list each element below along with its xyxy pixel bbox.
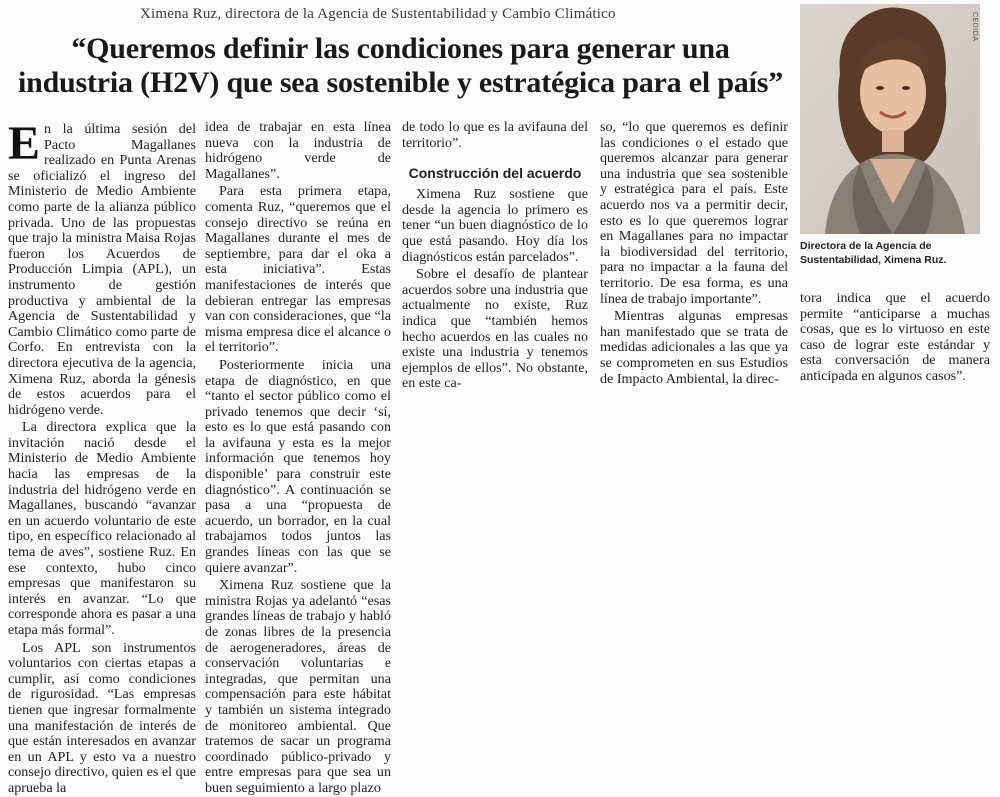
article-paragraph: idea de trabajar en esta línea nueva con la industria de hidrógeno verde de Magallanes”. <box>205 119 391 182</box>
portrait-illustration <box>800 4 980 234</box>
drop-cap: E <box>8 117 41 170</box>
paragraph-text: n la última sesión del Pacto Magallanes realizado en Punta Arenas se oficializó el ingreso del Ministerio de Medio Ambiente como parte de la alianza público privada. Uno de las propuestas que trajo la ministra Maisa Rojas fueron los Acuerdos de Producción Limpia (APL), un instrumento de gestión productiva y ambiental de la Agencia de Sustentabilidad y Cambio Climático como parte de Corfo. En entrevista con la directora ejecutiva de la agencia, Ximena Ruz, aborda la génesis de estos acuerdos para el hidrógeno verde. <box>8 121 196 418</box>
article-paragraph <box>8 117 196 418</box>
portrait-photo <box>800 4 980 234</box>
headline-line-1: “Queremos definir las condiciones para generar una <box>71 32 730 65</box>
article-column-3 <box>402 120 588 392</box>
photo-caption: Directora de la Agencia de Sustentabilidad, Ximena Ruz. <box>800 240 947 266</box>
photo-credit: CEDIDA <box>971 12 978 42</box>
article-paragraph: Mientras algunas empresas han manifestado que se trata de medidas adicionales a las que ya se comprometen en sus Estudios de Impacto Ambiental, la direc- <box>600 308 788 387</box>
article-column-1 <box>8 117 196 797</box>
article-paragraph: de todo lo que es la avifauna del territorio”. <box>402 119 588 151</box>
article-paragraph: Para esta primera etapa, comenta Ruz, “queremos que el consejo directivo se reúna en Magallanes durante el mes de septiembre, para dar el oka a esta iniciativa”. Estas manifestaciones de interés que debieran entregar las empresas van con consideraciones, que “la misma empresa dice el alcance o el territorio”. <box>205 183 391 356</box>
article-column-4 <box>600 120 788 387</box>
article-paragraph: La directora explica que la invitación nació desde el Ministerio de Medio Ambiente hacia las empresas de la industria del hidrógeno verde en Magallanes, buscando “avanzar en un acuerdo voluntario de este tipo, en específico relacionado al tema de aves”, sostiene Ruz. En ese contexto, hubo cinco empresas que manifestaron su interés en avanzar. “Lo que corresponde ahora es pasar a una etapa más formal”. <box>8 419 196 638</box>
article-column-5 <box>800 291 990 385</box>
kicker: Ximena Ruz, directora de la Agencia de Sustentabilidad y Cambio Climático <box>140 6 616 22</box>
article-paragraph: tora indica que el acuerdo permite “anticiparse a muchas cosas, que es lo virtuoso en este caso de lograr este estándar y esta conversación de manera anticipada en algunos casos”. <box>800 290 990 384</box>
article-paragraph: Los APL son instrumentos voluntarios con ciertas etapas a cumplir, así como condiciones de rigurosidad. “Las empresas tienen que ingresar formalmente una manifestación de interés de que están interesados en avanzar en un APL y esto va a nuestro consejo directivo, quien es el que aprueba la <box>8 639 196 796</box>
section-subhead: Construcción del acuerdo <box>408 165 582 182</box>
article-column-2 <box>205 120 391 797</box>
article-paragraph: Ximena Ruz sostiene que desde la agencia lo primero es tener “un buen diagnóstico de lo que está pasando. Hoy día los diagnósticos están parcelados”. <box>402 186 588 265</box>
article-paragraph: Posteriormente inicia una etapa de diagnóstico, en que “tanto el sector público como el privado tenemos que decir ‘sí, esto es lo que está pasando con la avifauna y esta es la mejor información que tenemos hoy disponible’ para construir este diagnóstico”. A continuación se pasa a una “propuesta de acuerdo, un borrador, en la cual trabajamos todos juntos las grandes líneas con las que se quiere avanzar”. <box>205 356 391 576</box>
headline <box>8 32 793 100</box>
article-paragraph: Ximena Ruz sostiene que la ministra Rojas ya adelantó “esas grandes líneas de trabajo y habló de zonas libres de la presencia de aerogeneradores, áreas de conservación voluntarias e integradas, que permitan una compensación para este hábitat y también un sistema integrado de monitoreo ambiental. Que tratemos de sacar un programa coordinado público-privado y entre empresas para que sea un buen seguimiento a largo plazo <box>205 577 391 796</box>
article-paragraph: so, “lo que queremos es definir las condiciones o el estado que queremos alcanzar para generar una industria que sea sostenible y estratégica para el país. Este acuerdo nos va a permitir decir, esto es lo que queremos lograr en Magallanes para no impactar la biodiversidad del territorio, para no impactar a la fauna del territorio. De esa forma, es una línea de trabajo importante”. <box>600 119 788 307</box>
headline-line-2: industria (H2V) que sea sostenible y estratégica para el país” <box>17 66 784 99</box>
article-paragraph: Sobre el desafío de plantear acuerdos sobre una industria que actualmente no existe, Ruz indica que “también hemos hecho acuerdos en las cuales no existe una industria y tenemos ejemplos de ellos”. No obstante, en este ca- <box>402 266 588 392</box>
